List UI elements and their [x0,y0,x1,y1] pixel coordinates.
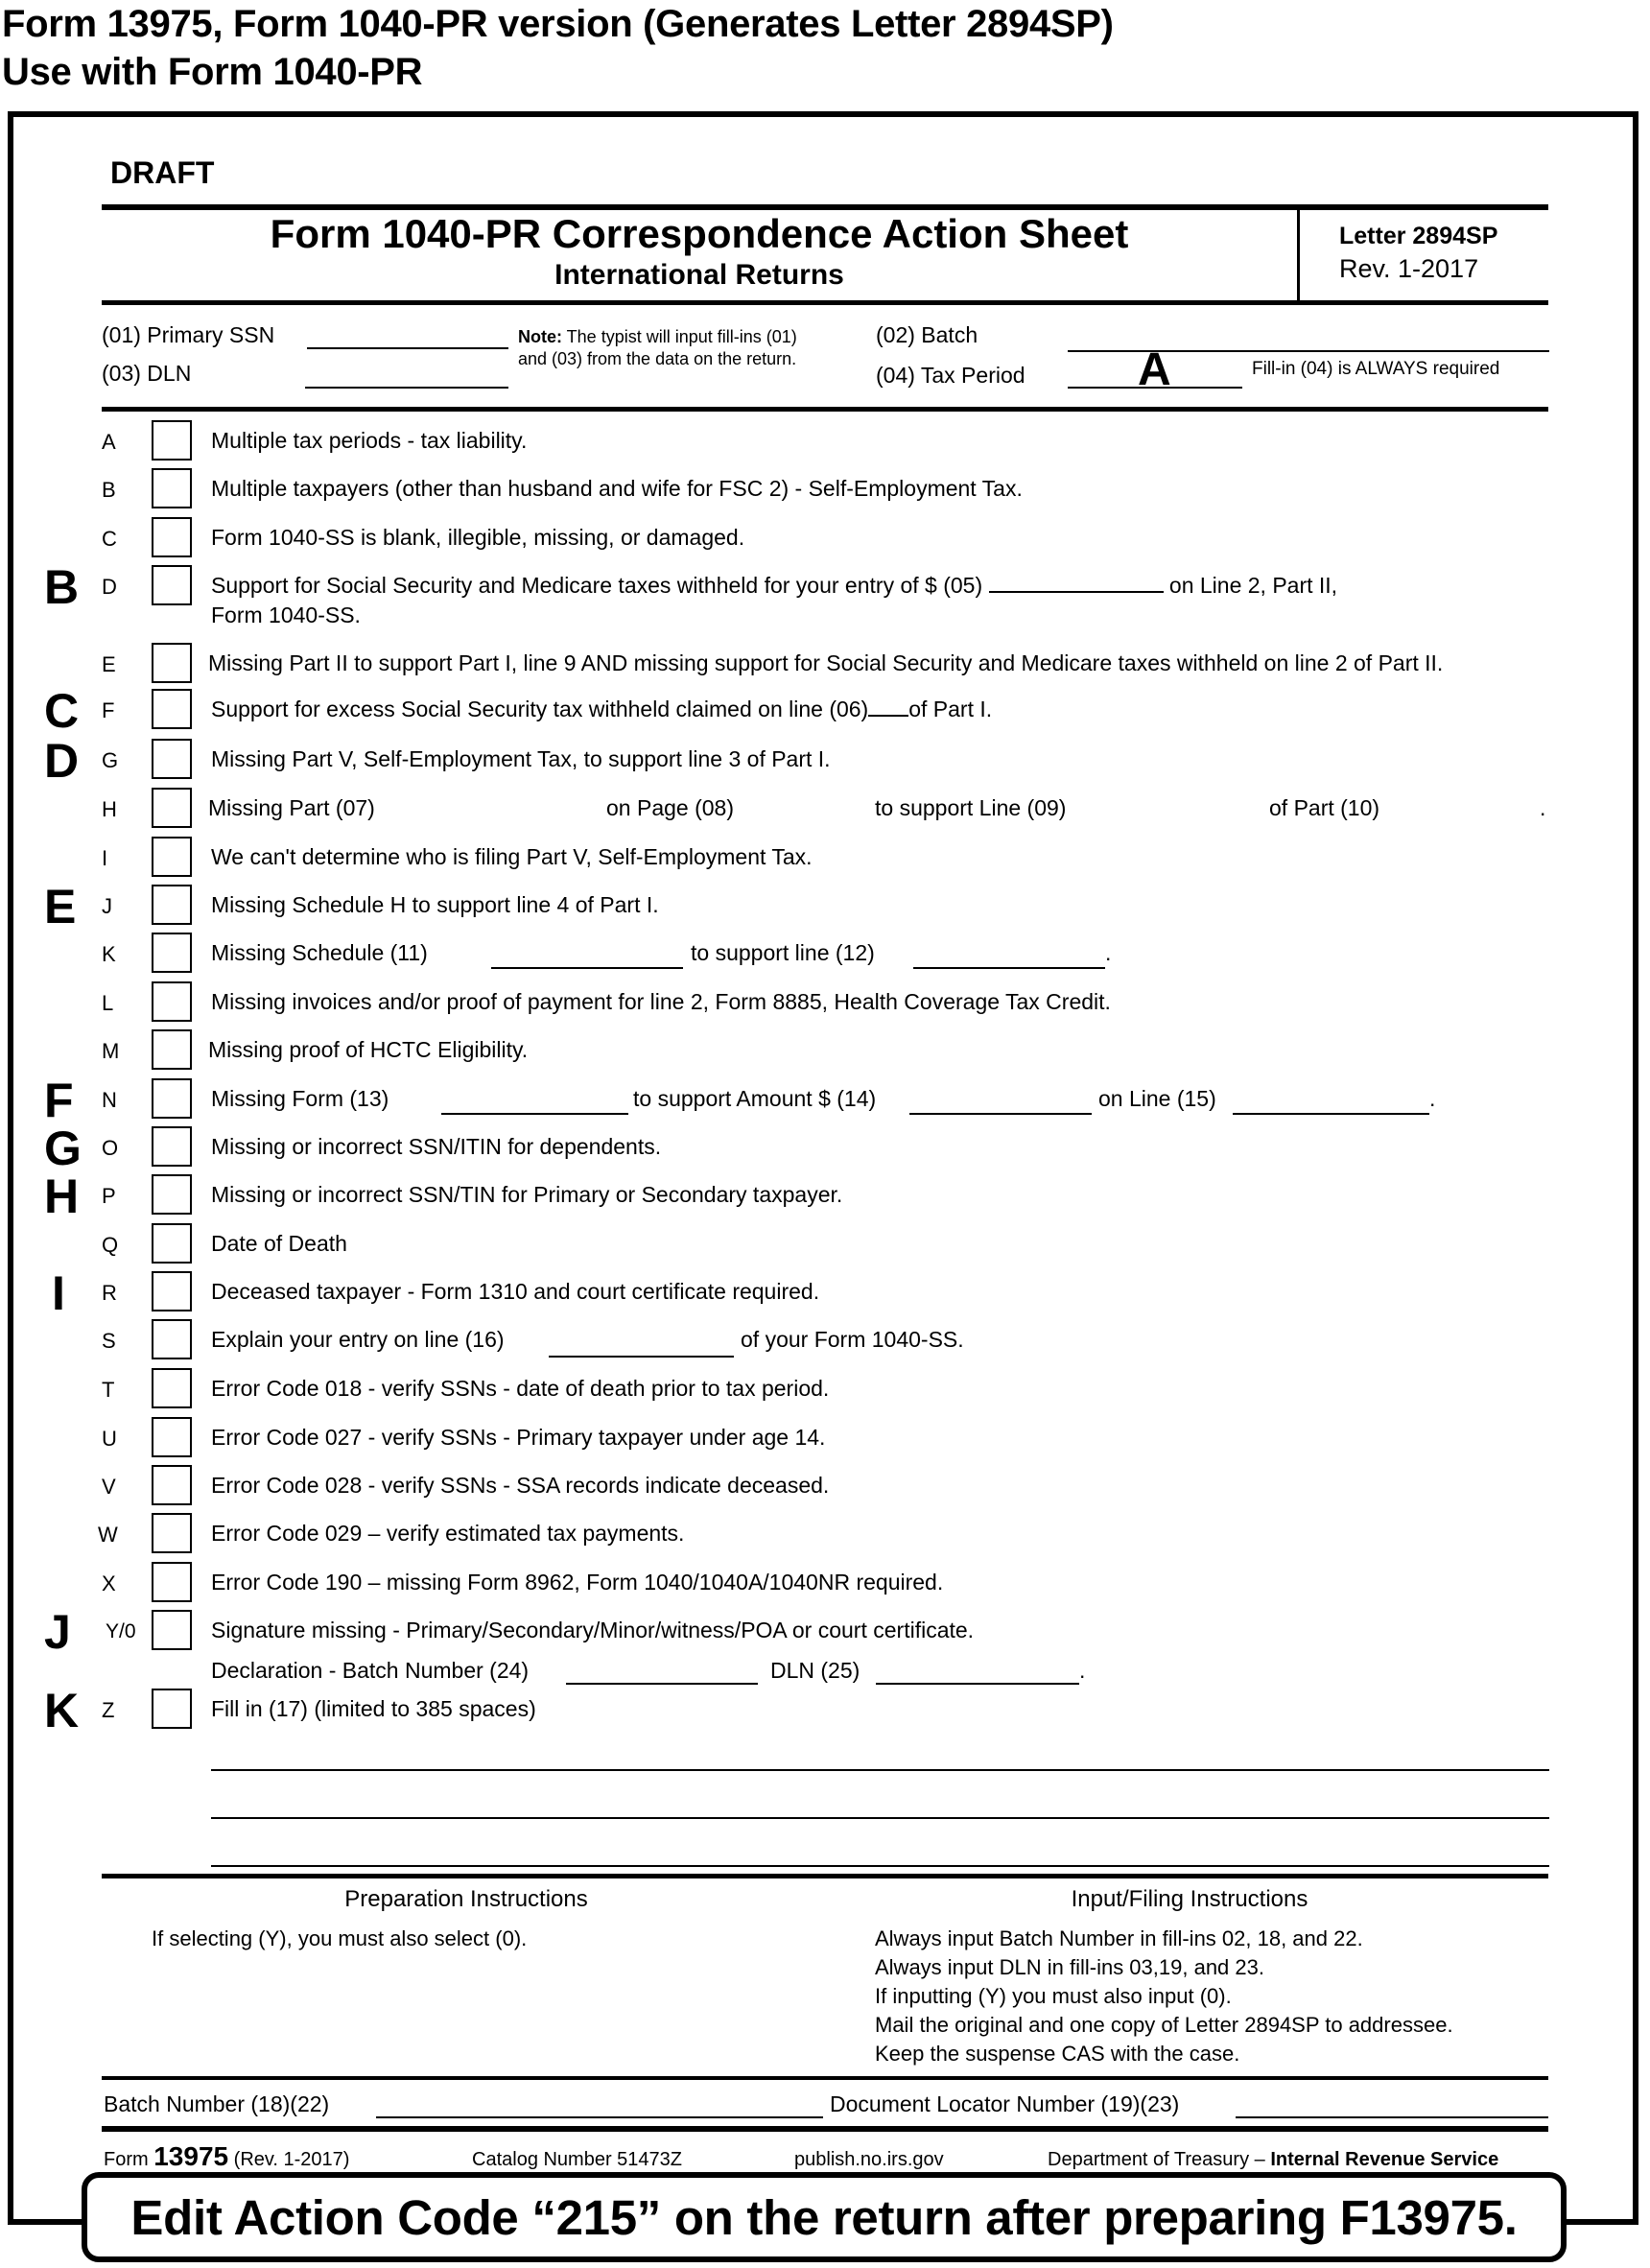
row-text-part3: on Line (15) [1098,1086,1216,1111]
title-divider [1297,210,1300,302]
row-text: Date of Death [211,1231,347,1256]
amount-field[interactable] [909,1113,1092,1115]
schedule-field[interactable] [491,967,683,969]
filing-instruction: Mail the original and one copy of Letter 2894SP to addressee. [875,2013,1453,2037]
row-text [211,697,992,722]
department-prefix: Department of Treasury – [1048,2149,1271,2170]
page-heading-line1: Form 13975, Form 1040-PR version (Generates Letter 2894SP) [2,3,1114,45]
action-row-a [0,420,1650,462]
checkbox-s[interactable] [152,1319,192,1359]
title-bottom-rule [102,300,1548,305]
row-code: N [102,1088,117,1112]
row-code: E [102,652,116,676]
annotation-mark-g: G [44,1122,82,1175]
action-row-w [0,1513,1650,1555]
row-text: We can't determine who is filing Part V, Self-Employment Tax. [211,844,813,869]
row-code: T [102,1378,115,1402]
row-code: X [102,1571,116,1595]
row-code: O [102,1136,119,1160]
action-row-m [0,1029,1650,1072]
department-bold: Internal Revenue Service [1270,2149,1499,2170]
callout-text: Edit Action Code “215” on the return after preparing F13975. [130,2189,1518,2245]
row-code: B [102,478,116,502]
checkbox-c[interactable] [152,517,192,557]
annotation-mark-k: K [44,1684,80,1737]
action-row-b [0,468,1650,510]
form-prefix: Form [104,2149,149,2170]
checkbox-u[interactable] [152,1417,192,1457]
row-text-part2: of your Form 1040-SS. [741,1327,964,1352]
explain-line-field[interactable] [549,1356,734,1358]
action-row-p [0,1169,1650,1223]
row-text-part2: to support line (12) [691,940,875,965]
row-text-part1: Missing Schedule (11) [211,940,428,965]
row-code: K [102,942,116,966]
row-text: Deceased taxpayer - Form 1310 and court certificate required. [211,1279,820,1304]
row-code: V [102,1475,116,1499]
draft-label: DRAFT [110,155,215,190]
annotation-mark-e: E [44,880,77,933]
fill-in-line-3[interactable] [211,1865,1549,1867]
row-text-part3: to support Line (09) [875,795,1067,820]
row-code: R [102,1281,117,1305]
row-text: Missing proof of HCTC Eligibility. [208,1037,529,1062]
filing-instruction: Always input DLN in fill-ins 03,19, and 23. [875,1955,1264,1979]
action-row-i [0,837,1650,879]
primary-ssn-field[interactable] [307,347,508,349]
row-code: Y/0 [106,1620,136,1642]
row-code: G [102,748,119,772]
row-text: Missing invoices and/or proof of payment for line 2, Form 8885, Health Coverage Tax Credit. [211,989,1111,1014]
row-text-part2: on Page (08) [606,795,734,820]
dln-field[interactable] [305,387,508,389]
row-code: J [102,894,112,918]
checkbox-p[interactable] [152,1174,192,1215]
footer-top-rule [102,2126,1548,2132]
action-row-f [0,684,1650,738]
action-row-q [0,1223,1650,1265]
fill-in-line-1[interactable] [211,1769,1549,1771]
checkbox-e[interactable] [152,643,192,683]
checkbox-j[interactable] [152,885,192,925]
action-row-d [0,560,1650,627]
frame-connector-left [8,2219,84,2225]
form-number-footer [104,2141,349,2175]
row-code: D [102,575,117,599]
form-number: 13975 [153,2141,229,2171]
tax-period-marker: A [1138,344,1171,395]
action-row-j [0,880,1650,933]
row-text: Error Code 018 - verify SSNs - date of death prior to tax period. [211,1376,830,1401]
row-text: Missing or incorrect SSN/ITIN for dependents. [211,1134,662,1159]
row-text: Missing Schedule H to support line 4 of Part I. [211,892,659,917]
dln-label: (03) DLN [102,361,192,386]
form-subtitle: International Returns [554,259,844,291]
frame-connector-right [1564,2219,1638,2225]
checkbox-o[interactable] [152,1126,192,1167]
annotation-mark-d: D [44,734,80,788]
bottom-batch-field[interactable] [376,2116,823,2118]
annotation-mark-i: I [52,1266,65,1320]
form-revision: Rev. 1-2017 [1339,254,1479,283]
filing-instruction: Always input Batch Number in fill-ins 02, 18, and 22. [875,1926,1363,1950]
row-code: Q [102,1233,119,1257]
action-row-c [0,517,1650,559]
preparation-instructions-text: If selecting (Y), you must also select (0). [152,1926,528,1950]
action-row-u [0,1417,1650,1459]
annotation-mark-h: H [44,1169,80,1223]
filing-instructions-list [875,1925,1453,2068]
bottom-dln-field[interactable] [1236,2116,1548,2118]
row-code: P [102,1184,116,1208]
row-text-part1: Support for Social Security and Medicare taxes withheld for your entry of $ (05) [211,573,983,598]
title-top-rule [102,204,1548,210]
annotation-mark-b: B [44,560,80,614]
row-code: F [102,698,115,722]
action-row-y0 [0,1605,1650,1683]
row-text: Fill in (17) (limited to 385 spaces) [211,1696,536,1721]
checkbox-g[interactable] [152,739,192,779]
row-text: Missing Part V, Self-Employment Tax, to support line 3 of Part I. [211,746,831,771]
checkbox-m[interactable] [152,1029,192,1070]
bottom-dln-label: Document Locator Number (19)(23) [830,2091,1180,2116]
row-code: S [102,1329,116,1353]
note-line2: and (03) from the data on the return. [518,349,797,368]
preparation-instructions-heading: Preparation Instructions [344,1886,588,1912]
filing-instruction: If inputting (Y) you must also input (0). [875,1984,1232,2008]
row-text-part1: Missing Form (13) [211,1086,389,1111]
checkbox-n[interactable] [152,1078,192,1119]
typist-note [518,326,797,370]
fill-in-line-2[interactable] [211,1817,1549,1819]
action-row-x [0,1562,1650,1604]
tax-period-label: (04) Tax Period [876,363,1025,388]
row-text: Error Code 028 - verify SSNs - SSA records indicate deceased. [211,1473,830,1498]
checkbox-k[interactable] [152,933,192,973]
row-text-part2: on Line 2, Part II, [1168,573,1338,598]
action-row-v [0,1465,1650,1507]
row-text: Multiple tax periods - tax liability. [211,428,528,453]
checkbox-x[interactable] [152,1562,192,1602]
declaration-batch-field[interactable] [566,1683,758,1685]
row-code: H [102,797,117,821]
declaration-dln-field[interactable] [876,1683,1079,1685]
row-text-part4: of Part (10) [1269,795,1380,820]
row-text-part3: . [1105,940,1112,965]
page-heading-line2: Use with Form 1040-PR [2,51,423,93]
batch-label: (02) Batch [876,322,978,347]
row-text: Missing or incorrect SSN/TIN for Primary or Secondary taxpayer. [211,1182,843,1207]
filing-instruction: Keep the suspense CAS with the case. [875,2042,1240,2066]
ss-medicare-amount-field[interactable] [989,574,1164,593]
row-text: Missing Part II to support Part I, line 9 AND missing support for Social Security and Medicare taxes withheld on line 2 of Part II. [208,650,1444,675]
department [1048,2149,1498,2171]
form-title: Form 1040-PR Correspondence Action Sheet [270,211,1129,256]
row-text-part2: of Part I. [908,697,993,721]
row-code: U [102,1427,117,1451]
action-row-r [0,1266,1650,1320]
action-row-k [0,933,1650,975]
row-text-part5: . [1540,795,1546,820]
declaration-batch-label: Declaration - Batch Number (24) [211,1658,530,1683]
row-text: Signature missing - Primary/Secondary/Minor/witness/POA or court certificate. [211,1618,975,1642]
support-line-field[interactable] [913,967,1105,969]
checkbox-t[interactable] [152,1368,192,1408]
annotation-mark-c: C [44,684,80,738]
row-text-period: . [1079,1658,1086,1683]
action-row-g [0,734,1650,788]
filing-instructions-heading: Input/Filing Instructions [1071,1886,1308,1912]
annotation-mark-f: F [44,1074,74,1127]
row-text: Form 1040-SS is blank, illegible, missing, or damaged. [211,525,745,550]
action-row-o [0,1122,1650,1175]
instructions-top-rule [102,1874,1548,1878]
edit-action-callout [82,2172,1567,2262]
checkbox-i[interactable] [152,837,192,877]
note-label: Note: [518,327,562,346]
excess-ss-line-field[interactable] [868,697,908,717]
checkbox-d[interactable] [152,565,192,605]
catalog-number: Catalog Number 51473Z [472,2149,683,2170]
bottom-batch-label: Batch Number (18)(22) [104,2091,330,2116]
checkbox-h[interactable] [152,788,192,828]
letter-id: Letter 2894SP [1339,223,1498,249]
action-row-e [0,643,1650,685]
checkbox-l[interactable] [152,981,192,1022]
row-code: C [102,527,117,551]
primary-ssn-label: (01) Primary SSN [102,322,275,347]
row-text-part2: to support Amount $ (14) [633,1086,877,1111]
checkbox-b[interactable] [152,468,192,508]
row-code: W [98,1523,118,1547]
annotation-mark-j: J [44,1605,71,1659]
row-text: Multiple taxpayers (other than husband and wife for FSC 2) - Self-Employment Tax. [211,476,1023,501]
row-text-part4: . [1429,1086,1436,1111]
checkbox-f[interactable] [152,689,192,729]
row-code: L [102,991,114,1015]
action-row-l [0,981,1650,1024]
checkbox-a[interactable] [152,420,192,461]
action-row-h [0,788,1650,830]
row-code: I [102,846,108,870]
note-line1: The typist will input fill-ins (01) [562,327,797,346]
action-row-t [0,1368,1650,1410]
checkbox-w[interactable] [152,1513,192,1553]
row-text-part1: Missing Part (07) [208,795,375,820]
form-rev: (Rev. 1-2017) [233,2149,350,2170]
action-row-s [0,1319,1650,1361]
row-text-line2: Form 1040-SS. [211,602,361,627]
row-text-part1: Explain your entry on line (16) [211,1327,505,1352]
checkbox-y0[interactable] [152,1610,192,1650]
fields-bottom-rule [102,407,1548,412]
tax-period-requirement: Fill-in (04) is ALWAYS required [1252,359,1500,379]
line-number-field[interactable] [1233,1113,1429,1115]
action-row-n [0,1074,1650,1127]
publish-url: publish.no.irs.gov [794,2149,944,2170]
checkbox-q[interactable] [152,1223,192,1264]
row-text [211,573,1337,599]
form-number-field[interactable] [441,1113,628,1115]
instructions-bottom-rule [102,2076,1548,2080]
row-text: Error Code 027 - verify SSNs - Primary taxpayer under age 14. [211,1425,826,1450]
checkbox-v[interactable] [152,1465,192,1505]
checkbox-r[interactable] [152,1271,192,1311]
row-text: Error Code 029 – verify estimated tax payments. [211,1521,685,1546]
row-text-part1: Support for excess Social Security tax withheld claimed on line (06) [211,697,869,721]
row-code: Z [102,1698,115,1722]
checkbox-z[interactable] [152,1689,192,1729]
row-code: A [102,430,116,454]
row-text: Error Code 190 – missing Form 8962, Form 1040/1040A/1040NR required. [211,1570,944,1595]
declaration-dln-label: DLN (25) [770,1658,860,1683]
row-code: M [102,1039,120,1063]
action-row-z [0,1684,1650,1737]
